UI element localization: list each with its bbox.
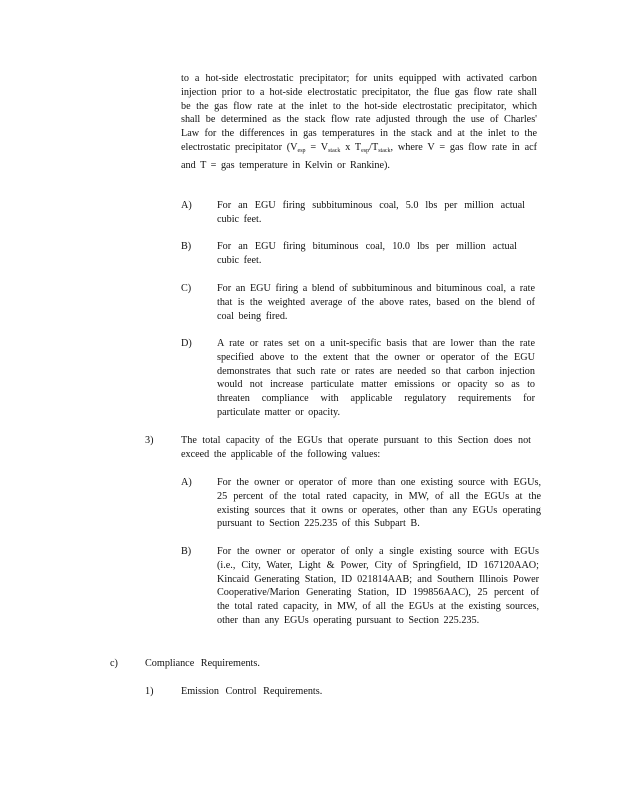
list-item: For the owner or operator of more than one existing source with EGUs, 25 percent of the total rated capacity, in MW, of all the EGUs at the existing sources that it owns or operates, other than any EGUs operating pursuant to Section 225.235 of this Subpart B. [217, 477, 541, 530]
subscript-stack: stack [328, 147, 341, 154]
equation-part: /T [369, 141, 379, 153]
list-item: A rate or rates set on a unit-specific basis that are lower than the rate specified above to the extent that the owner or operator of the EGU demonstrates that such rate or rates are needed so that carbon injection would not increase particulate matter emissions or opacity so as to threaten compliance with applicable regulatory requirements for particulate matter or opacity. [217, 338, 535, 418]
list-item: For an EGU firing a blend of subbituminous and bituminous coal, a rate that is the weighted average of the above rates, based on the blend of coal being fired. [217, 283, 535, 322]
item-label: 3) [145, 435, 154, 446]
subsection-heading: Emission Control Requirements. [181, 686, 323, 697]
equation-part: = V [305, 141, 329, 153]
subscript-esp: esp [361, 147, 370, 154]
item-label: A) [181, 200, 192, 211]
item-label: B) [181, 546, 192, 557]
section-heading: Compliance Requirements. [145, 658, 260, 669]
item-label: D) [181, 338, 192, 349]
item-label: 1) [145, 686, 154, 697]
item-label: A) [181, 477, 192, 488]
equation-part: x T [340, 141, 362, 153]
intro-text: to a hot-side electrostatic precipitator; for units equipped with activated carbon injection prior to a hot-side electrostatic precipitator, the flue gas flow rate shall be the gas flow rate at the inlet to the hot-side electrostatic precipitator, which shall be determined as the stack flow rate adjusted through the use of Charles' Law for the differences in gas temperatures in the stack and at the inlet to the electrostatic precipitator (V [181, 73, 537, 153]
list-item: For the owner or operator of only a single existing source with EGUs (i.e., City, Water, Light & Power, City of Springfield, ID 167120AAO; Kincaid Generating Station, ID 021814AAB; and Southern Illinois Power Cooperative/Marion Generating Station, ID 199856AAC), 25 percent of the total rated capacity, in MW, of all the EGUs at the existing sources, other than any EGUs operating pursuant to Section 225.235. [217, 546, 539, 626]
list-item: For an EGU firing bituminous coal, 10.0 lbs per million actual cubic feet. [217, 241, 517, 266]
intro-text-tail: , where V = gas flow rate in acf and T = gas temperature in Kelvin or Rankine). [181, 141, 537, 171]
item-label: B) [181, 241, 192, 252]
subscript-esp: esp [297, 147, 306, 154]
section-label: c) [110, 658, 118, 669]
list-item: The total capacity of the EGUs that operate pursuant to this Section does not exceed the applicable of the following values: [181, 435, 531, 460]
intro-paragraph [181, 72, 537, 173]
subscript-stack: stack [378, 147, 391, 154]
item-label: C) [181, 283, 192, 294]
list-item: For an EGU firing subbituminous coal, 5.0 lbs per million actual cubic feet. [217, 200, 525, 225]
